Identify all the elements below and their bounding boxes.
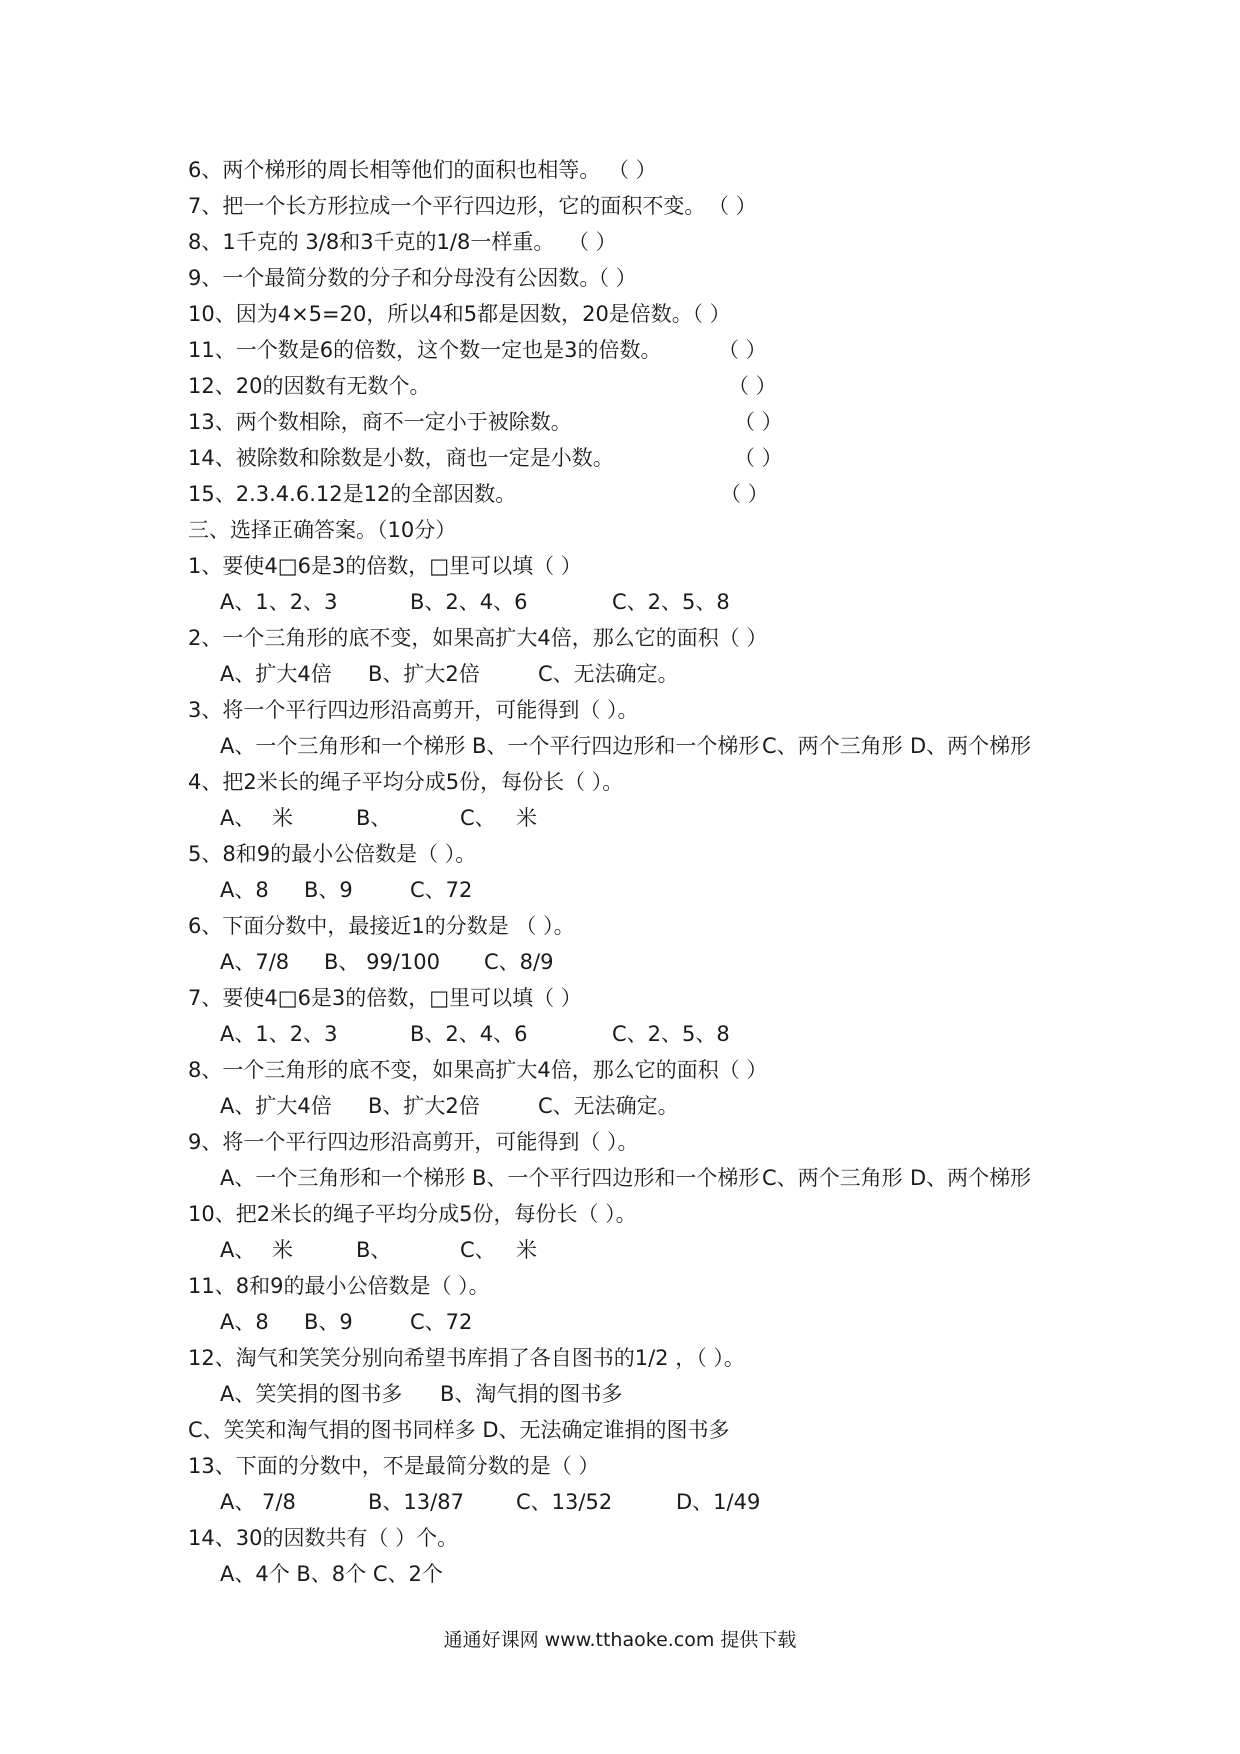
question-text: 10、把2米长的绳子平均分成5份，每份长（ ）。 [188,1202,637,1226]
option-c: C、两个三角形 [762,734,903,758]
choice-question-5 [0,836,1240,872]
choice-options-13 [0,1484,1240,1520]
answer-bracket: （ ） [682,302,731,326]
judge-item-9 [0,260,1240,296]
unit-label: 米 [516,1238,537,1262]
choice-options-9 [0,1160,1240,1196]
judge-text: 13、两个数相除，商不一定小于被除数。 [188,410,572,434]
option-b: B、扩大2倍 [368,662,480,686]
answer-bracket: （ ） [588,266,637,290]
option-b: B、2、4、6 [410,590,528,614]
option-b: B、一个平行四边形和一个梯形 [472,1166,760,1190]
answer-bracket: （ ） [720,482,769,506]
option-d: D、1/49 [676,1490,761,1514]
judge-item-8 [0,224,1240,260]
choice-options-10 [0,1232,1240,1268]
choice-question-13 [0,1448,1240,1484]
choice-question-12 [0,1340,1240,1376]
option-b: B、9 [304,1310,353,1334]
answer-bracket: （ ） [708,194,757,218]
choice-options-1 [0,584,1240,620]
option-c: C、两个三角形 [762,1166,903,1190]
choice-question-8 [0,1052,1240,1088]
judge-text: 8、1千克的 3/8和3千克的1/8一样重。 [188,230,555,254]
judge-text: 9、一个最简分数的分子和分母没有公因数。 [188,266,601,290]
question-text: 3、将一个平行四边形沿高剪开，可能得到（ ）。 [188,698,639,722]
question-text: 14、30的因数共有（ ）个。 [188,1526,459,1550]
question-text: 9、将一个平行四边形沿高剪开，可能得到（ ）。 [188,1130,639,1154]
option-a: A、 [220,1238,256,1262]
option-c: C、72 [410,1310,473,1334]
option-c: C、无法确定。 [538,662,679,686]
question-text: 12、淘气和笑笑分别向希望书库捐了各自图书的1/2 ，（ ）。 [188,1346,745,1370]
choice-question-9 [0,1124,1240,1160]
answer-bracket: （ ） [608,158,657,182]
choice-question-3 [0,692,1240,728]
choice-options-5 [0,872,1240,908]
page-footer: 通通好课网 www.tthaoke.com 提供下载 [443,1629,797,1651]
option-b: B、9 [304,878,353,902]
unit-label: 米 [516,806,537,830]
option-c: C、8/9 [484,950,554,974]
question-text: 13、下面的分数中，不是最简分数的是（ ） [188,1454,600,1478]
answer-bracket: （ ） [734,410,783,434]
choice-question-14 [0,1520,1240,1556]
choice-question-4 [0,764,1240,800]
choice-question-10 [0,1196,1240,1232]
option-cd: C、笑笑和淘气捐的图书同样多 D、无法确定谁捐的图书多 [188,1418,730,1442]
option-b: B、13/87 [368,1490,464,1514]
section-heading [0,512,1240,548]
choice-options-2 [0,656,1240,692]
judge-text: 10、因为4×5=20，所以4和5都是因数，20是倍数。 [188,302,693,326]
option-c: C、无法确定。 [538,1094,679,1118]
option-b: B、2、4、6 [410,1022,528,1046]
question-text: 8、一个三角形的底不变，如果高扩大4倍，那么它的面积（ ） [188,1058,768,1082]
judge-text: 11、一个数是6的倍数，这个数一定也是3的倍数。 [188,338,662,362]
judge-item-11 [0,332,1240,368]
option-b: B、 [356,806,392,830]
judge-item-10 [0,296,1240,332]
unit-label: 米 [272,1238,293,1262]
section-title: 三、选择正确答案。（10分） [188,518,457,542]
option-a: A、扩大4倍 [220,662,332,686]
options-text: A、4个 B、8个 C、2个 [220,1562,443,1586]
judge-item-6 [0,152,1240,188]
option-a: A、8 [220,878,269,902]
option-a: A、一个三角形和一个梯形 [220,734,466,758]
question-text: 4、把2米长的绳子平均分成5份，每份长（ ）。 [188,770,624,794]
option-a: A、笑笑捐的图书多 [220,1382,403,1406]
option-a: A、1、2、3 [220,1022,338,1046]
choice-options-14 [0,1556,1240,1592]
judge-text: 15、2.3.4.6.12是12的全部因数。 [188,482,517,506]
option-c: C、72 [410,878,473,902]
judge-item-13 [0,404,1240,440]
option-c: C、13/52 [516,1490,613,1514]
option-a: A、一个三角形和一个梯形 [220,1166,466,1190]
choice-options-12 [0,1376,1240,1412]
choice-options-8 [0,1088,1240,1124]
option-a: A、 [220,806,256,830]
answer-bracket: （ ） [568,230,617,254]
choice-question-7 [0,980,1240,1016]
judge-text: 12、20的因数有无数个。 [188,374,431,398]
choice-options-6 [0,944,1240,980]
choice-options-12-cont [0,1412,1240,1448]
answer-bracket: （ ） [728,374,777,398]
option-d: D、两个梯形 [910,1166,1032,1190]
option-a: A、扩大4倍 [220,1094,332,1118]
judge-text: 7、把一个长方形拉成一个平行四边形，它的面积不变。 [188,194,706,218]
choice-question-11 [0,1268,1240,1304]
judge-item-15 [0,476,1240,512]
option-a: A、 7/8 [220,1490,296,1514]
option-b: B、一个平行四边形和一个梯形 [472,734,760,758]
judge-text: 14、被除数和除数是小数，商也一定是小数。 [188,446,614,470]
option-a: A、1、2、3 [220,590,338,614]
choice-options-7 [0,1016,1240,1052]
question-text: 1、要使4□6是3的倍数，□里可以填（ ） [188,554,582,578]
question-text: 5、8和9的最小公倍数是（ ）。 [188,842,477,866]
option-c: C、 [460,806,496,830]
option-b: B、 [356,1238,392,1262]
answer-bracket: （ ） [718,338,767,362]
choice-options-3 [0,728,1240,764]
option-a: A、8 [220,1310,269,1334]
judge-text: 6、两个梯形的周长相等他们的面积也相等。 [188,158,601,182]
choice-options-11 [0,1304,1240,1340]
option-b: B、淘气捐的图书多 [440,1382,623,1406]
choice-question-1 [0,548,1240,584]
option-c: C、2、5、8 [612,1022,730,1046]
choice-question-6 [0,908,1240,944]
unit-label: 米 [272,806,293,830]
option-b: B、扩大2倍 [368,1094,480,1118]
question-text: 2、一个三角形的底不变，如果高扩大4倍，那么它的面积（ ） [188,626,768,650]
judge-item-12 [0,368,1240,404]
judge-item-7 [0,188,1240,224]
option-a: A、7/8 [220,950,290,974]
question-text: 6、下面分数中，最接近1的分数是 （ ）。 [188,914,575,938]
choice-options-4 [0,800,1240,836]
option-b: B、 99/100 [324,950,440,974]
option-c: C、 [460,1238,496,1262]
choice-question-2 [0,620,1240,656]
judge-item-14 [0,440,1240,476]
question-text: 7、要使4□6是3的倍数，□里可以填（ ） [188,986,582,1010]
option-d: D、两个梯形 [910,734,1032,758]
question-text: 11、8和9的最小公倍数是（ ）。 [188,1274,490,1298]
option-c: C、2、5、8 [612,590,730,614]
answer-bracket: （ ） [734,446,783,470]
